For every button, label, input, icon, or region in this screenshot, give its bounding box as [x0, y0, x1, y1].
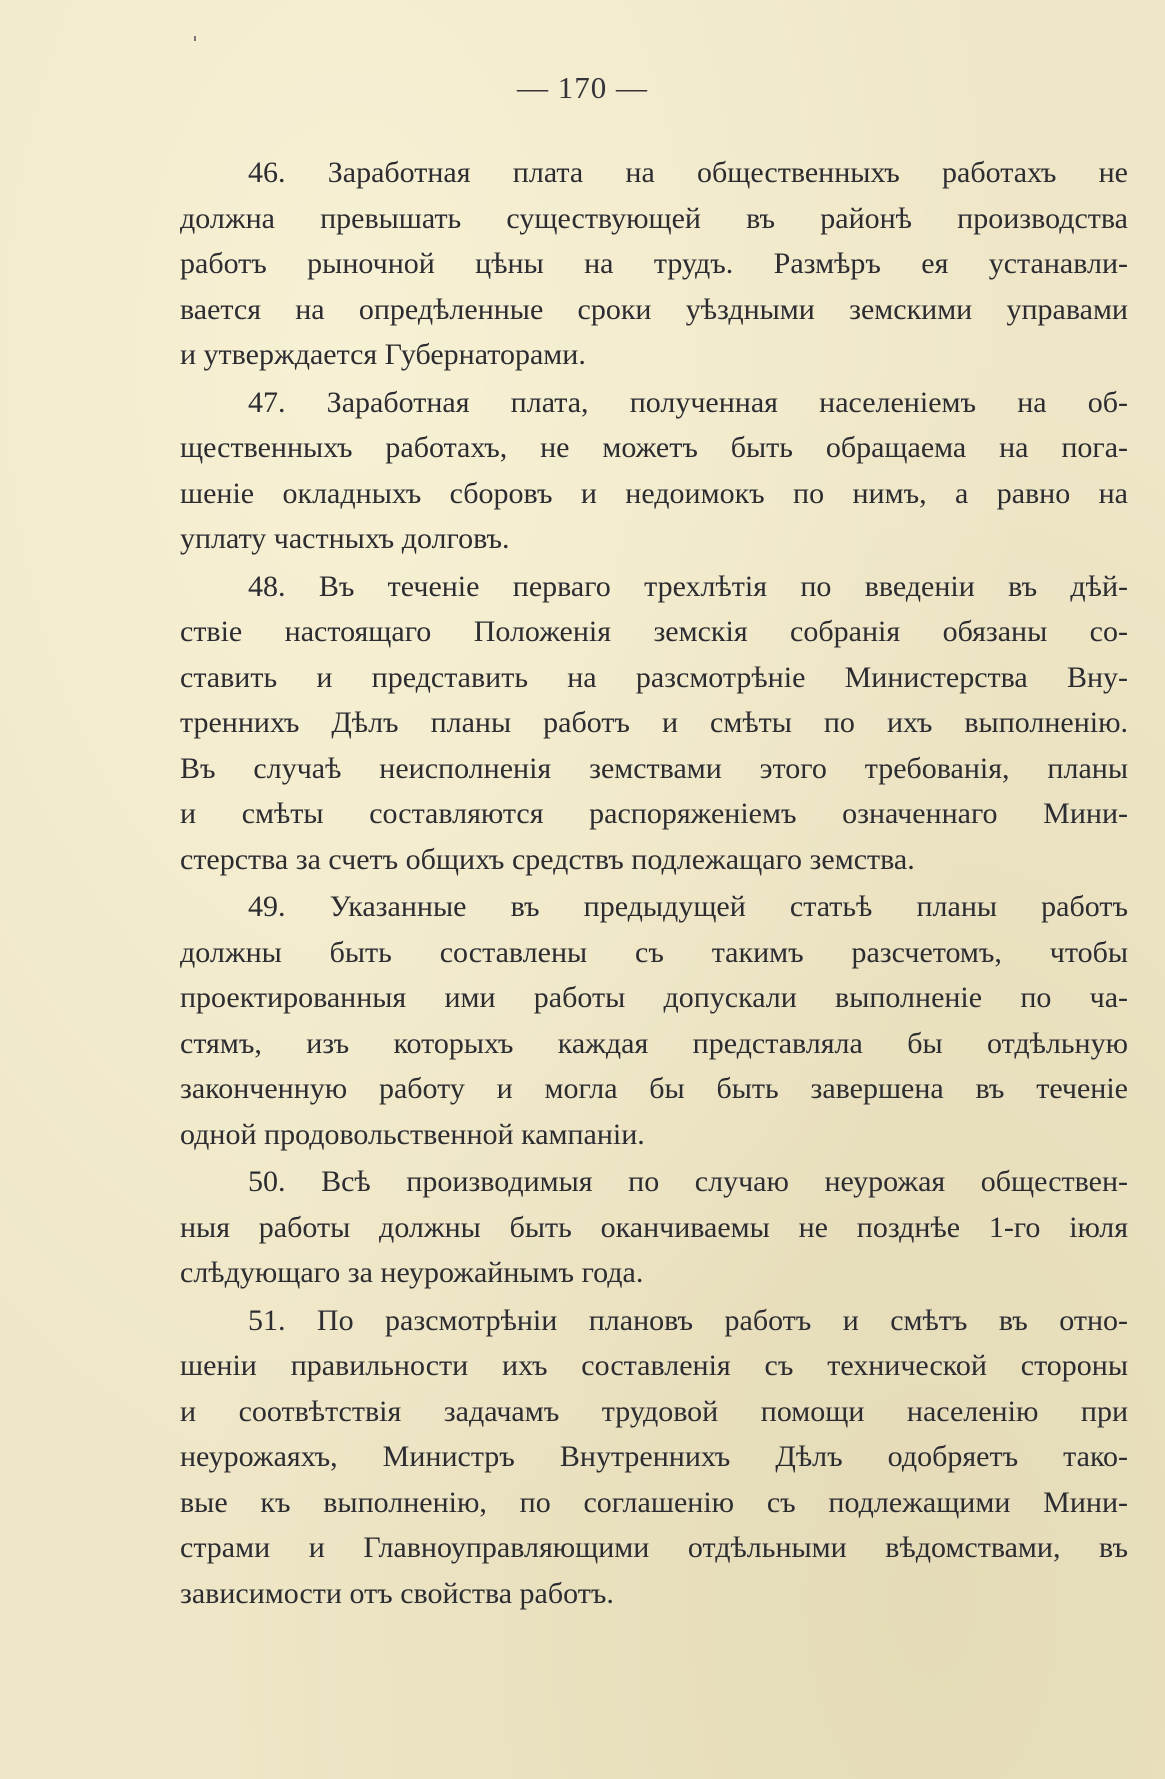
text-line: ствіе настоящаго Положенія земскія собранія обязаны со-	[180, 615, 1128, 648]
text-line: 49. Указанные въ предыдущей статьѣ планы работъ	[248, 890, 1128, 923]
text-line: проектированныя ими работы допускали выполненіе по ча-	[180, 981, 1128, 1014]
article-51	[180, 1298, 1128, 1617]
text-line: стерства за счетъ общихъ средствъ подлежащаго земства.	[180, 842, 915, 876]
text-line: слѣдующаго за неурожайнымъ года.	[180, 1256, 644, 1289]
article-49	[180, 884, 1128, 1157]
text-line: шеніи правильности ихъ составленія съ технической стороны	[180, 1349, 1128, 1382]
print-speck	[194, 36, 196, 41]
article-46	[180, 150, 1128, 378]
text-line: вые къ выполненію, по соглашенію съ подлежащими Мини-	[180, 1485, 1128, 1519]
text-line: должны быть составлены съ такимъ разсчетомъ, чтобы	[180, 935, 1128, 969]
text-line: ставить и представить на разсмотрѣніе Министерства Вну-	[180, 660, 1128, 694]
text-line: одной продовольственной кампаніи.	[180, 1117, 645, 1151]
text-line: вается на опредѣленные сроки уѣздными земскими управами	[180, 292, 1128, 326]
body-text	[180, 150, 1128, 1618]
text-line: щественныхъ работахъ, не можетъ быть обращаема на пога-	[180, 431, 1128, 464]
text-line: шеніе окладныхъ сборовъ и недоимокъ по нимъ, а равно на	[180, 476, 1128, 510]
text-line: 48. Въ теченіе перваго трехлѣтія по введеніи въ дѣй-	[248, 569, 1128, 603]
article-50	[180, 1159, 1128, 1296]
text-line: и утверждается Губернаторами.	[180, 338, 586, 371]
page-number: — 170 —	[517, 70, 648, 105]
text-line: 47. Заработная плата, полученная населеніемъ на об-	[248, 385, 1128, 419]
text-line: законченную работу и могла бы быть завершена въ теченіе	[180, 1072, 1128, 1105]
text-line: должна превышать существующей въ районѣ производства	[180, 201, 1128, 235]
text-line: треннихъ Дѣлъ планы работъ и смѣты по ихъ выполненію.	[180, 706, 1128, 739]
article-47	[180, 380, 1128, 562]
text-line: 50. Всѣ производимыя по случаю неурожая обществен-	[248, 1165, 1128, 1198]
text-line: Въ случаѣ неисполненія земствами этого требованія, планы	[180, 751, 1128, 785]
text-line: работъ рыночной цѣны на трудъ. Размѣръ ея устанавли-	[180, 247, 1128, 280]
text-line: зависимости отъ свойства работъ.	[180, 1576, 614, 1610]
text-line: и смѣты составляются распоряженіемъ означеннаго Мини-	[180, 797, 1128, 830]
text-line: и соотвѣтствія задачамъ трудовой помощи населенію при	[180, 1394, 1128, 1428]
text-line: 46. Заработная плата на общественныхъ работахъ не	[248, 156, 1128, 189]
text-line: неурожаяхъ, Министръ Внутреннихъ Дѣлъ одобряетъ тако-	[180, 1440, 1128, 1473]
article-48	[180, 564, 1128, 883]
text-line: 51. По разсмотрѣніи плановъ работъ и смѣтъ въ отно-	[248, 1303, 1128, 1337]
text-line: ныя работы должны быть оканчиваемы не позднѣе 1-го іюля	[180, 1210, 1128, 1244]
text-line: страми и Главноуправляющими отдѣльными вѣдомствами, въ	[180, 1531, 1128, 1564]
text-line: стямъ, изъ которыхъ каждая представляла бы отдѣльную	[180, 1026, 1128, 1060]
text-line: уплату частныхъ долговъ.	[180, 522, 510, 555]
